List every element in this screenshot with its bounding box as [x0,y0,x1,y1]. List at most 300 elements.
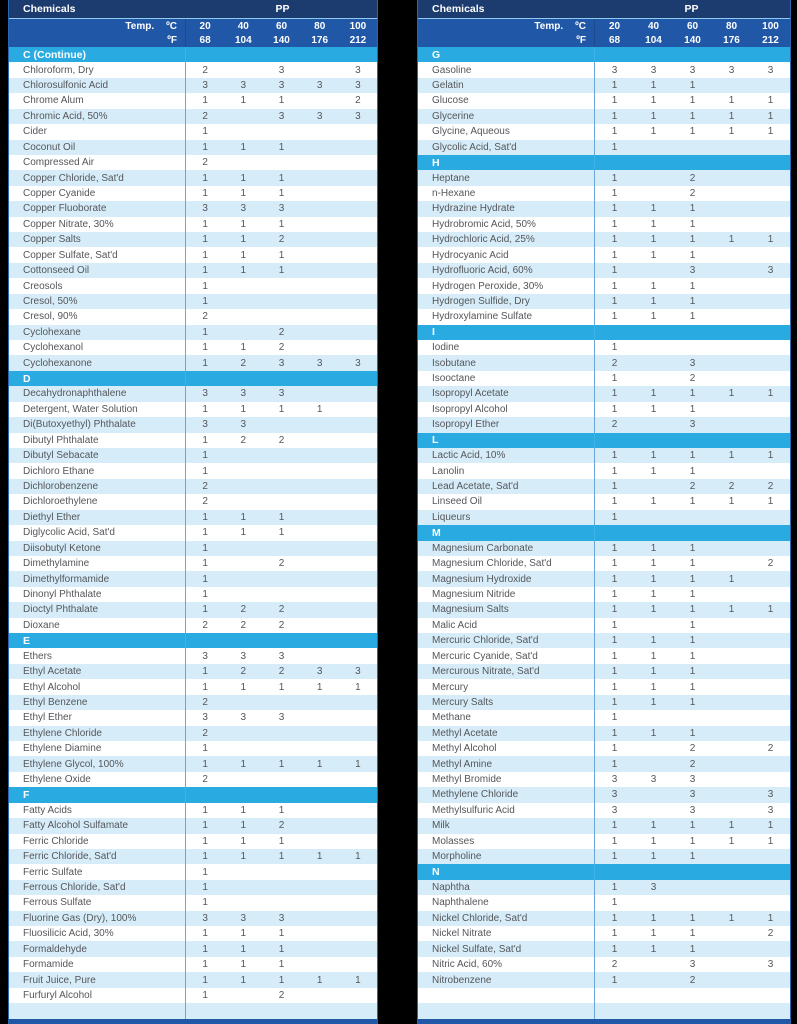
rating-cell: 2 [278,666,285,678]
rating-cell: 1 [728,835,735,847]
rating-cell: 3 [316,110,323,122]
chemical-row [418,602,790,617]
temp-f-140: 140 [273,34,290,46]
temperature-header [9,18,377,47]
rating-cell: 2 [689,743,696,755]
rating-cell: 3 [355,666,361,678]
rating-cell [339,463,377,478]
chemical-name: Nitric Acid, 60% [418,957,595,972]
chemical-row [9,864,377,879]
rating-cell [262,1003,300,1018]
rating-cell: 1 [240,959,247,971]
rating-cell [751,463,790,478]
rating-cell: 1 [611,234,618,246]
rating-cell: 1 [202,280,208,292]
rating-cell: 1 [202,881,208,893]
rating-cell [339,494,377,509]
rating-cell [712,587,751,602]
rating-cell [751,355,790,370]
rating-cell [301,155,339,170]
rating-cell [634,325,673,340]
rating-cell: 1 [767,234,774,246]
rating-cell: 1 [611,249,618,261]
rating-cell: 1 [650,696,657,708]
rating-values [595,232,790,247]
rating-cell [301,463,339,478]
chemical-name: Ferric Sulfate [9,864,186,879]
rating-cell [339,47,377,62]
rating-cell: 1 [650,80,657,92]
chemical-name: Gelatin [418,78,595,93]
rating-cell [751,895,790,910]
rating-cell: 3 [240,203,247,215]
rating-cell: 1 [689,403,696,415]
rating-cell [673,325,712,340]
rating-values [595,834,790,849]
rating-cell: 2 [278,326,285,338]
rating-values [186,679,377,694]
rating-values [595,109,790,124]
chemical-row [9,340,377,355]
rating-cell [224,556,262,571]
rating-cell: 1 [689,249,696,261]
chemical-row [9,756,377,771]
table-header-row [9,0,377,18]
rating-cell: 1 [650,635,657,647]
chemical-name: Hydrocyanic Acid [418,247,595,262]
chemical-row [9,679,377,694]
chemical-name: Mercury Salts [418,695,595,710]
rating-cell [634,957,673,972]
rating-cell: 3 [240,80,247,92]
chemical-name: Morpholine [418,849,595,864]
rating-cell: 3 [278,912,285,924]
chemical-row [9,911,377,926]
rating-cell: 1 [689,650,696,662]
rating-cell [301,448,339,463]
chemical-row [418,726,790,741]
rating-cell: 1 [202,95,208,107]
rating-cell [712,957,751,972]
spacer-row [9,1003,377,1018]
chemical-name: Methyl Amine [418,756,595,771]
rating-cell [634,1003,673,1018]
rating-cell [301,988,339,1003]
rating-cell [634,525,673,540]
rating-cell [339,278,377,293]
rating-cell [301,232,339,247]
section-header-row [418,325,790,340]
rating-cell: 1 [611,280,618,292]
chemical-name: Hydrogen Peroxide, 30% [418,278,595,293]
rating-cell [301,834,339,849]
chemical-row [9,726,377,741]
rating-cell: 2 [767,481,774,493]
rating-cell: 1 [240,172,247,184]
chemical-row [418,463,790,478]
rating-values [595,618,790,633]
rating-values [186,587,377,602]
chemical-name: Ferrous Sulfate [9,895,186,910]
rating-cell: 1 [650,203,657,215]
rating-cell: 3 [240,712,247,724]
chemical-name: Ethers [9,648,186,663]
chemical-name: Copper Chloride, Sat'd [9,170,186,185]
chemical-name: Dichlorobenzene [9,479,186,494]
rating-cell: 1 [355,851,361,863]
rating-cell [634,340,673,355]
rating-values [595,371,790,386]
rating-values [595,386,790,401]
table-header-row [418,0,790,18]
rating-cell: 1 [689,496,696,508]
rating-cell [751,772,790,787]
rating-values [595,217,790,232]
chemical-row [418,479,790,494]
rating-values [595,648,790,663]
chemical-row [418,834,790,849]
chemical-name: Dichloro Ethane [9,463,186,478]
section-label: L [418,433,595,448]
temp-f-212: 212 [762,34,779,46]
chemical-name: Dioctyl Phthalate [9,602,186,617]
rating-cell [712,803,751,818]
rating-cell [712,695,751,710]
rating-cell [634,170,673,185]
temp-c-100: 100 [762,20,779,32]
rating-values [186,741,377,756]
rating-cell [595,325,634,340]
rating-cell [301,556,339,571]
rating-values [595,170,790,185]
rating-values [595,571,790,586]
chemical-name: Formaldehyde [9,941,186,956]
rating-cell: 1 [611,141,618,153]
celsius-values [186,21,377,32]
rating-cell: 1 [611,496,618,508]
rating-cell: 1 [240,188,247,199]
chemical-name: Furfuryl Alcohol [9,988,186,1003]
rating-values [186,355,377,370]
chemical-name: Naphtha [418,880,595,895]
rating-values [595,803,790,818]
rating-cell: 1 [689,311,696,323]
rating-cell [751,756,790,771]
chemical-row [418,772,790,787]
rating-cell [751,541,790,556]
chemical-row [418,633,790,648]
rating-cell: 3 [689,357,696,369]
chemical-name: Coconut Oil [9,140,186,155]
rating-cell [339,571,377,586]
rating-cell: 1 [278,758,285,770]
rating-values [595,78,790,93]
rating-cell [712,217,751,232]
chemical-row [9,263,377,278]
rating-values [186,109,377,124]
rating-cell [751,47,790,62]
chemical-name: Mercurous Nitrate, Sat'd [418,664,595,679]
rating-cell [751,433,790,448]
rating-cell [712,47,751,62]
chemical-name: Copper Salts [9,232,186,247]
chemical-name: Glycolic Acid, Sat'd [418,140,595,155]
rating-cell: 1 [202,573,208,585]
temp-c-40: 40 [647,20,660,32]
rating-cell: 1 [316,851,323,863]
rating-cell [339,294,377,309]
rating-cell [301,695,339,710]
rating-cell [301,864,339,879]
rating-values [595,510,790,525]
rating-cell [224,371,262,386]
rating-cell [301,340,339,355]
rating-cell [262,880,300,895]
chemical-name: Isopropyl Acetate [418,386,595,401]
rating-cell: 3 [355,357,361,369]
chemical-row [9,895,377,910]
rating-cell: 1 [689,588,696,600]
rating-cell: 1 [689,295,696,307]
rating-cell: 2 [611,357,618,369]
rating-cell [634,972,673,987]
chemical-row [9,232,377,247]
celsius-row [418,19,790,33]
rating-cell: 1 [202,558,208,570]
rating-cell: 2 [278,619,285,631]
rating-cell [751,587,790,602]
rating-cell [339,633,377,648]
chemical-row [418,895,790,910]
rating-cell [712,525,751,540]
rating-cell: 1 [611,820,618,832]
rating-cell: 1 [650,126,657,138]
rating-cell: 1 [278,249,285,261]
rating-cell: 1 [650,110,657,122]
chemical-row [9,880,377,895]
rating-cell: 1 [611,758,618,770]
rating-values [186,247,377,262]
rating-cell: 1 [611,928,618,940]
rating-cell [186,371,224,386]
rating-cell: 1 [650,450,657,462]
rating-cell [224,772,262,787]
rating-values [186,818,377,833]
chemical-name: Dioxane [9,618,186,633]
rating-cell [224,726,262,741]
rating-cell [301,525,339,540]
rating-cell [224,541,262,556]
rating-cell [751,201,790,216]
rating-cell [751,941,790,956]
rating-cell [751,571,790,586]
rating-cell [751,340,790,355]
rating-values [186,340,377,355]
chemical-row [9,247,377,262]
chemical-name [418,988,595,1003]
rating-cell: 3 [355,80,361,92]
chemical-name: Dibutyl Sebacate [9,448,186,463]
rating-cell: 1 [689,727,696,739]
rating-cell [301,386,339,401]
rating-cell [751,155,790,170]
rating-cell: 3 [728,64,735,76]
chemical-row [418,818,790,833]
rating-values [595,941,790,956]
chemical-name: Decahydronaphthalene [9,386,186,401]
rating-cell [301,510,339,525]
rating-values [595,556,790,571]
rating-cell: 1 [689,558,696,570]
rating-cell: 2 [689,758,696,770]
rating-cell [339,325,377,340]
chemical-name: Chlorosulfonic Acid [9,78,186,93]
rating-cell: 1 [240,804,247,816]
rating-values [595,726,790,741]
rating-cell: 1 [611,573,618,585]
section-header-row [418,433,790,448]
rating-cell [712,155,751,170]
rating-cell: 2 [202,64,208,76]
rating-cell [339,232,377,247]
rating-cell: 1 [767,604,774,616]
chemical-row [418,911,790,926]
rating-values [186,602,377,617]
rating-cell: 2 [355,95,361,107]
rating-cell: 1 [202,681,208,693]
rating-cell [634,263,673,278]
rating-cell: 3 [202,80,208,92]
rating-cell [751,417,790,432]
temp-f-140: 140 [684,34,701,46]
rating-cell [634,895,673,910]
chemical-name: Mercuric Chloride, Sat'd [418,633,595,648]
rating-values [186,834,377,849]
section-header-row [9,787,377,802]
rating-values [595,664,790,679]
chemical-row [9,957,377,972]
rating-cell [301,571,339,586]
rating-values [186,864,377,879]
rating-values [595,741,790,756]
rating-cell [301,741,339,756]
rating-cell: 2 [202,696,208,708]
rating-cell [634,479,673,494]
chemical-row [9,278,377,293]
rating-cell [301,787,339,802]
rating-cell: 3 [650,774,657,786]
rating-cell [751,140,790,155]
rating-cell: 3 [278,712,285,724]
rating-cell [712,263,751,278]
rating-cell [634,756,673,771]
rating-cell: 1 [202,265,208,277]
chemical-name: Cresol, 90% [9,309,186,324]
rating-cell: 1 [202,434,208,446]
rating-cell [301,803,339,818]
rating-cell [712,710,751,725]
rating-values [595,463,790,478]
rating-cell [673,525,712,540]
rating-cell: 1 [278,95,285,107]
rating-values [595,494,790,509]
rating-cell: 1 [611,373,618,385]
temp-c-40: 40 [237,20,249,32]
rating-cell [301,602,339,617]
chemical-row [9,510,377,525]
rating-cell: 1 [689,95,696,107]
rating-cell [224,47,262,62]
rating-cell: 2 [767,928,774,940]
rating-cell [595,155,634,170]
rating-cell: 1 [240,758,247,770]
rating-cell [262,772,300,787]
rating-cell: 1 [650,588,657,600]
rating-cell: 1 [278,835,285,847]
chemical-row [9,386,377,401]
chemical-name: Dimethylformamide [9,571,186,586]
rating-cell [262,47,300,62]
rating-cell: 1 [202,403,208,415]
rating-cell: 1 [611,974,618,986]
rating-cell [712,371,751,386]
chemical-name: Lead Acetate, Sat'd [418,479,595,494]
rating-cell: 1 [689,234,696,246]
rating-cell: 3 [240,912,247,924]
rating-cell: 1 [650,311,657,323]
chemical-name: Chloroform, Dry [9,62,186,77]
chemicals-column-header: Chemicals [432,3,485,15]
pp-material-header: PP [275,3,290,15]
rating-cell: 3 [689,265,696,277]
rating-cell: 1 [689,465,696,477]
rating-cell [712,463,751,478]
rating-values [595,62,790,77]
rating-cell: 1 [650,388,657,400]
rating-cell: 1 [689,928,696,940]
chemical-name: Fatty Alcohol Sulfamate [9,818,186,833]
rating-cell: 2 [240,619,247,631]
celsius-row [9,19,377,33]
rating-values [186,386,377,401]
rating-cell [301,325,339,340]
rating-cell [262,726,300,741]
rating-cell [712,541,751,556]
chemical-name: Liqueurs [418,510,595,525]
rating-values [186,726,377,741]
rating-cell: 3 [316,80,323,92]
rating-cell: 1 [689,820,696,832]
chemical-row [418,386,790,401]
chemical-name [418,1003,595,1018]
rating-cell: 1 [689,388,696,400]
rating-values [595,849,790,864]
rating-cell [339,247,377,262]
rating-cell: 1 [650,542,657,554]
rating-cell [224,587,262,602]
rating-cell: 3 [278,203,285,215]
rating-values [186,217,377,232]
rating-cell: 1 [202,604,208,616]
chemical-name: Cresol, 50% [9,294,186,309]
rating-cell: 1 [240,974,247,986]
chemical-resistance-table-right [417,0,791,1024]
rating-cell [339,587,377,602]
chemical-row [9,109,377,124]
rating-cell: 1 [689,573,696,585]
chemical-row [418,294,790,309]
rating-cell [224,448,262,463]
